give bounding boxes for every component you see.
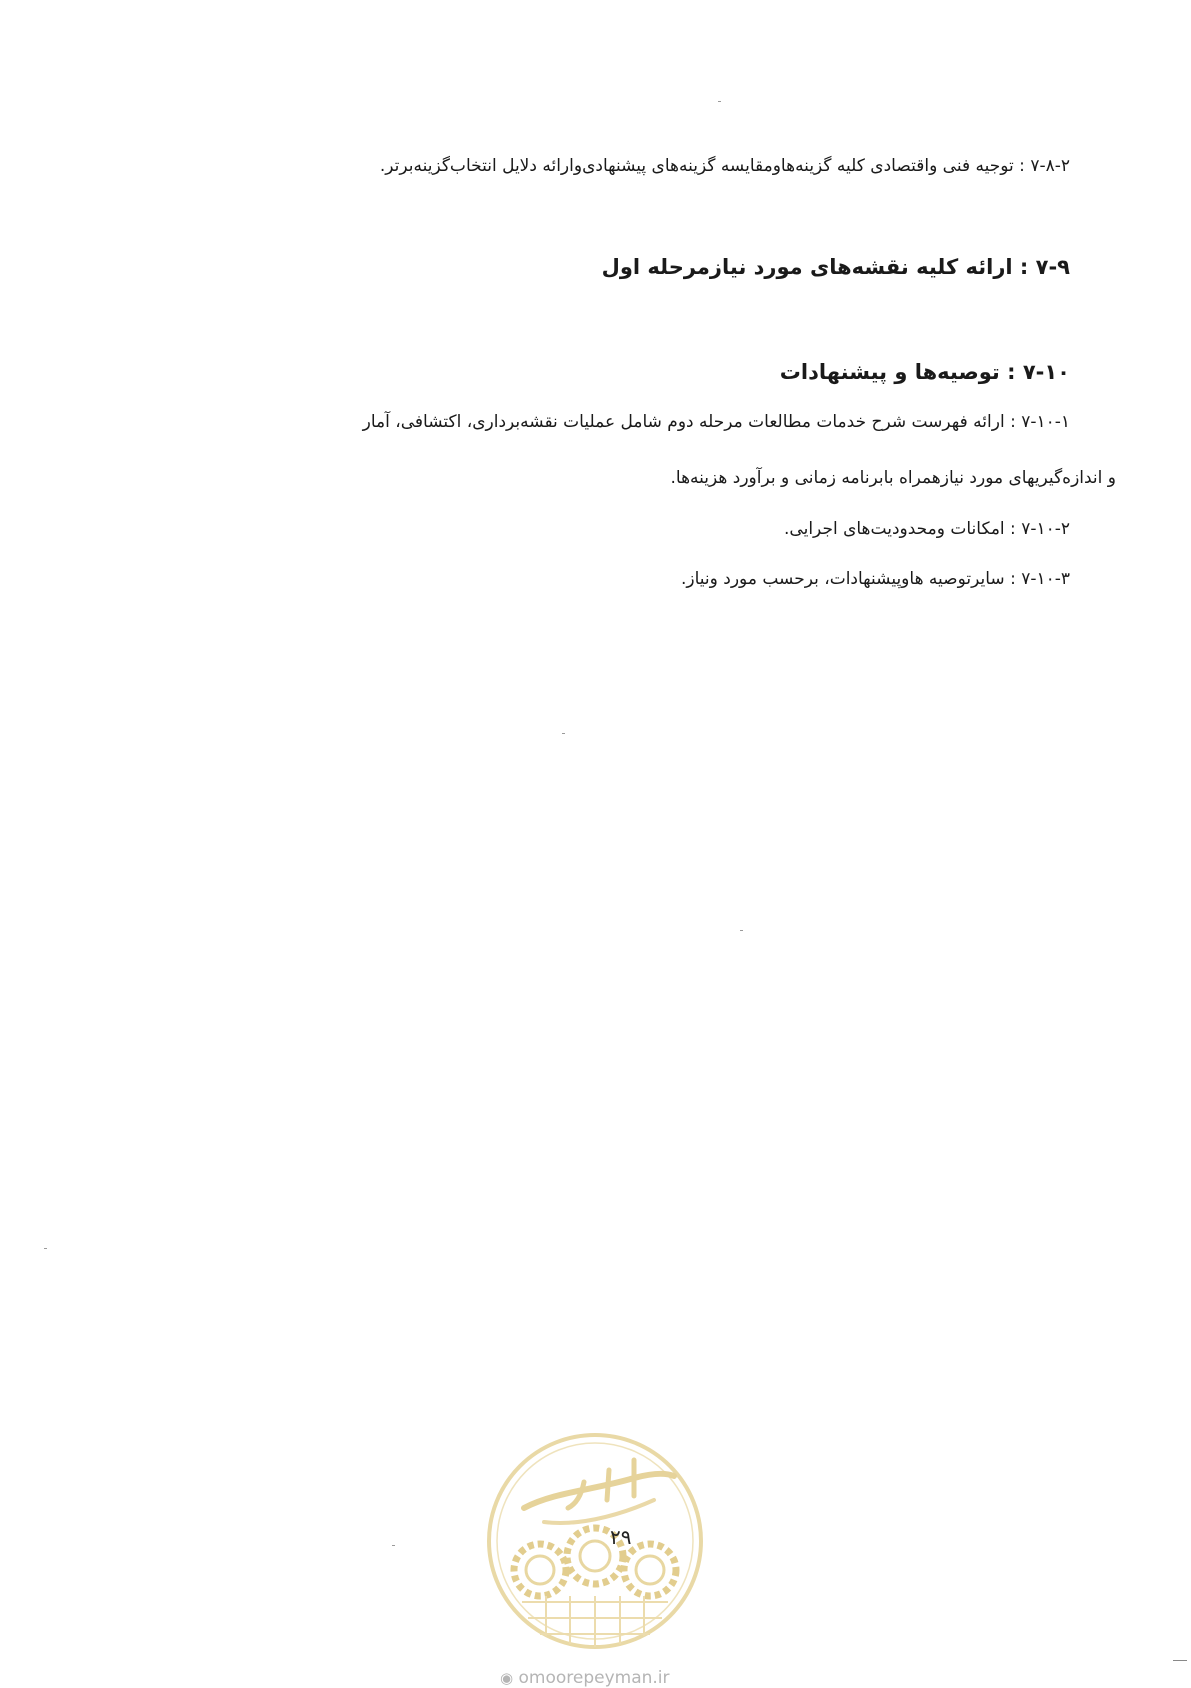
scan-speck [562,733,565,734]
item-7-10-1: ۷-۱۰-۱ : ارائه فهرست شرح خدمات مطالعات مرحله دوم شامل عملیات نقشه‌برداری، اکتشافی، آمار [362,412,1070,432]
edge-mark [1173,1660,1187,1661]
item-7-8-2: ۷-۸-۲ : توجیه فنی واقتصادی کلیه گزینه‌هاومقایسه گزینه‌های پیشنهادی‌وارائه دلایل انتخاب‌گزینه‌برتر. [379,156,1070,176]
heading-7-10: ۷-۱۰ : توصیه‌ها و پیشنهادات [779,360,1070,384]
scan-speck [740,930,743,931]
globe-icon: ◉ [500,1669,514,1687]
watermark-text: omoorepeyman.ir [518,1668,670,1688]
scan-speck [392,1545,395,1546]
seal-logo [484,1430,706,1652]
item-7-10-3: ۷-۱۰-۳ : سایرتوصیه هاوپیشنهادات، برحسب مورد ونیاز. [681,569,1070,589]
item-7-10-2: ۷-۱۰-۲ : امکانات ومحدودیت‌های اجرایی. [784,519,1070,539]
item-7-10-1-continuation: و اندازه‌گیریهای مورد نیازهمراه بابرنامه زمانی و برآورد هزینه‌ها. [670,468,1116,488]
heading-7-9: ۷-۹ : ارائه کلیه نقشه‌های مورد نیازمرحله اول [601,255,1070,279]
scan-speck [718,101,721,102]
scan-speck [44,1248,47,1249]
watermark [500,1668,670,1688]
page-number: ۲۹ [610,1525,632,1549]
